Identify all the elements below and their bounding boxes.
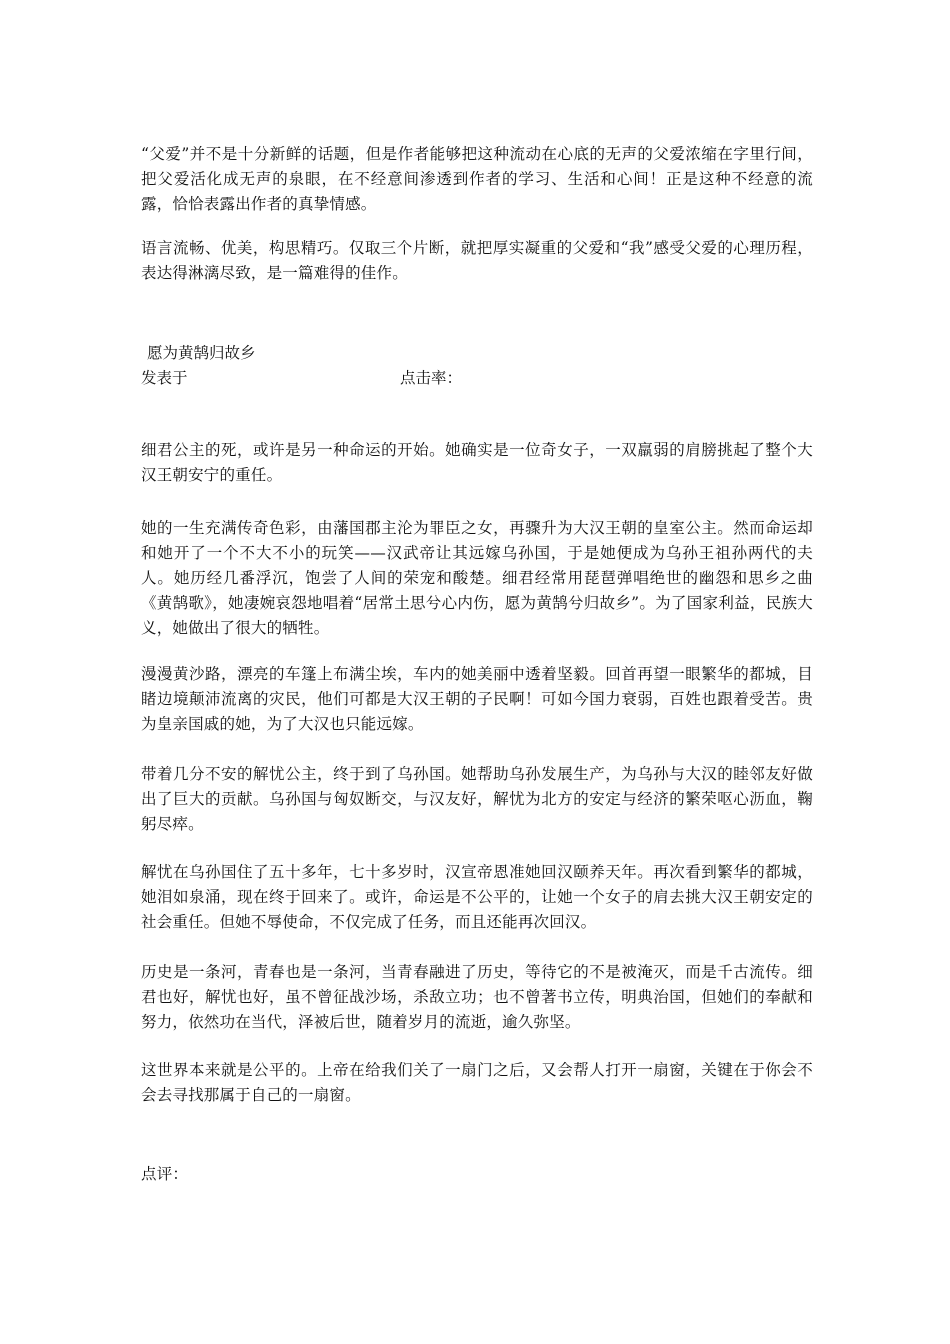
article-paragraph-7: 这世界本来就是公平的。上帝在给我们关了一扇门之后，又会帮人打开一扇窗，关键在于你会不会去寻找那属于自己的一扇窗。 <box>141 1061 813 1104</box>
review-paragraph-2: 语言流畅、优美，构思精巧。仅取三个片断，就把厚实凝重的父爱和“我”感受父爱的心理历程，表达得淋漓尽致，是一篇难得的佳作。 <box>141 239 813 282</box>
article-paragraph-6: 历史是一条河，青春也是一条河，当青春融进了历史，等待它的不是被淹灭，而是千古流传。细君也好，解忧也好，虽不曾征战沙场，杀敌立功；也不曾著书立传，明典治国，但她们的奉献和努力，依然功在当代，泽被后世，随着岁月的流逝，逾久弥坚。 <box>141 963 813 1031</box>
comment-label: 点评： <box>141 1165 189 1183</box>
article-paragraph-2: 她的一生充满传奇色彩，由藩国郡主沦为罪臣之女，再骤升为大汉王朝的皇室公主。然而命运却和她开了一个不大不小的玩笑——汉武帝让其远嫁乌孙国，于是她便成为乌孙王祖孙两代的夫人。她历经几番浮沉，饱尝了人间的荣宠和酸楚。细君经常用琵琶弹唱绝世的幽怨和思乡之曲《黄鹄歌》，她凄婉哀怨地唱着“居常土思兮心内伤，愿为黄鹄兮归故乡”。为了国家利益，民族大义，她做出了很大的牺牲。 <box>141 519 813 637</box>
article-paragraph-3: 漫漫黄沙路，漂亮的车篷上布满尘埃，车内的她美丽中透着坚毅。回首再望一眼繁华的都城，目睹边境颠沛流离的灾民，他们可都是大汉王朝的子民啊！可如今国力衰弱，百姓也跟着受苦。贵为皇亲国戚的她，为了大汉也只能远嫁。 <box>141 665 813 733</box>
article-paragraph-5: 解忧在乌孙国住了五十多年，七十多岁时，汉宣帝恩准她回汉颐养天年。再次看到繁华的都城，她泪如泉涌，现在终于回来了。或许，命运是不公平的，让她一个女子的肩去挑大汉王朝安定的社会重任。但她不辱使命，不仅完成了任务，而且还能再次回汉。 <box>141 863 813 931</box>
published-label: 发表于 <box>141 369 188 387</box>
article-paragraph-4: 带着几分不安的解忧公主，终于到了乌孙国。她帮助乌孙发展生产，为乌孙与大汉的睦邻友好做出了巨大的贡献。乌孙国与匈奴断交，与汉友好，解忧为北方的安定与经济的繁荣呕心沥血，鞠躬尽瘁。 <box>141 765 813 833</box>
hits-label: 点击率： <box>400 369 463 387</box>
article-paragraph-1: 细君公主的死，或许是另一种命运的开始。她确实是一位奇女子，一双羸弱的肩膀挑起了整个大汉王朝安宁的重任。 <box>141 441 813 484</box>
review-paragraph-1: “父爱”并不是十分新鲜的话题，但是作者能够把这种流动在心底的无声的父爱浓缩在字里行间，把父爱活化成无声的泉眼，在不经意间渗透到作者的学习、生活和心间！正是这种不经意的流露，恰恰表露出作者的真挚情感。 <box>141 145 813 213</box>
article-title: 愿为黄鹄归故乡 <box>147 344 256 362</box>
article-meta <box>141 367 813 389</box>
